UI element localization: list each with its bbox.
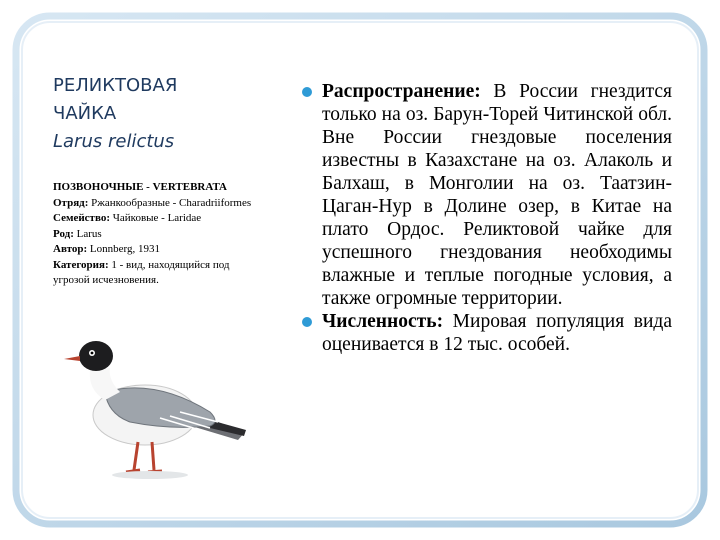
gull-illustration bbox=[60, 330, 250, 480]
family: Семейство: Чайковые - Laridae bbox=[53, 212, 202, 224]
taxonomy-info bbox=[53, 180, 268, 289]
latin-name: Larus relictus bbox=[53, 131, 175, 152]
genus: Род: Larus bbox=[53, 227, 102, 240]
order: Отряд: Ржанкообразные - Charadriiformes bbox=[53, 196, 252, 209]
distribution-text: В России гнездится только на оз. Барун-Торей Читинской обл. Вне России гнездовые поселения известны в Казахстане на оз. Алаколь и Балхаш, в Монголии на оз. Таатзин-Цаган-Нур в Долине озер, в Китае на плато Ордос. Реликтовой чайке для успешного гнездования необходимы влажные и теплые погодные условия, а также огромные территории. bbox=[322, 81, 672, 309]
description bbox=[302, 80, 672, 356]
author: Автор: Lonnberg, 1931 bbox=[53, 243, 160, 255]
phylum: ПОЗВОНОЧНЫЕ - VERTEBRATA bbox=[53, 181, 227, 193]
population-bullet bbox=[302, 310, 672, 356]
population-label: Численность: bbox=[322, 311, 444, 332]
distribution-bullet bbox=[302, 80, 672, 310]
distribution-label: Распространение: bbox=[322, 81, 481, 102]
population-text: Мировая популяция вида оценивается в 12 тыс. особей. bbox=[322, 311, 673, 355]
title-line-1: РЕЛИКТОВАЯ bbox=[53, 75, 178, 96]
species-title bbox=[53, 72, 177, 156]
title-line-2: ЧАЙКА bbox=[53, 103, 117, 124]
category: Категория: 1 - вид, находящийся под угрозой исчезновения. bbox=[53, 258, 230, 286]
